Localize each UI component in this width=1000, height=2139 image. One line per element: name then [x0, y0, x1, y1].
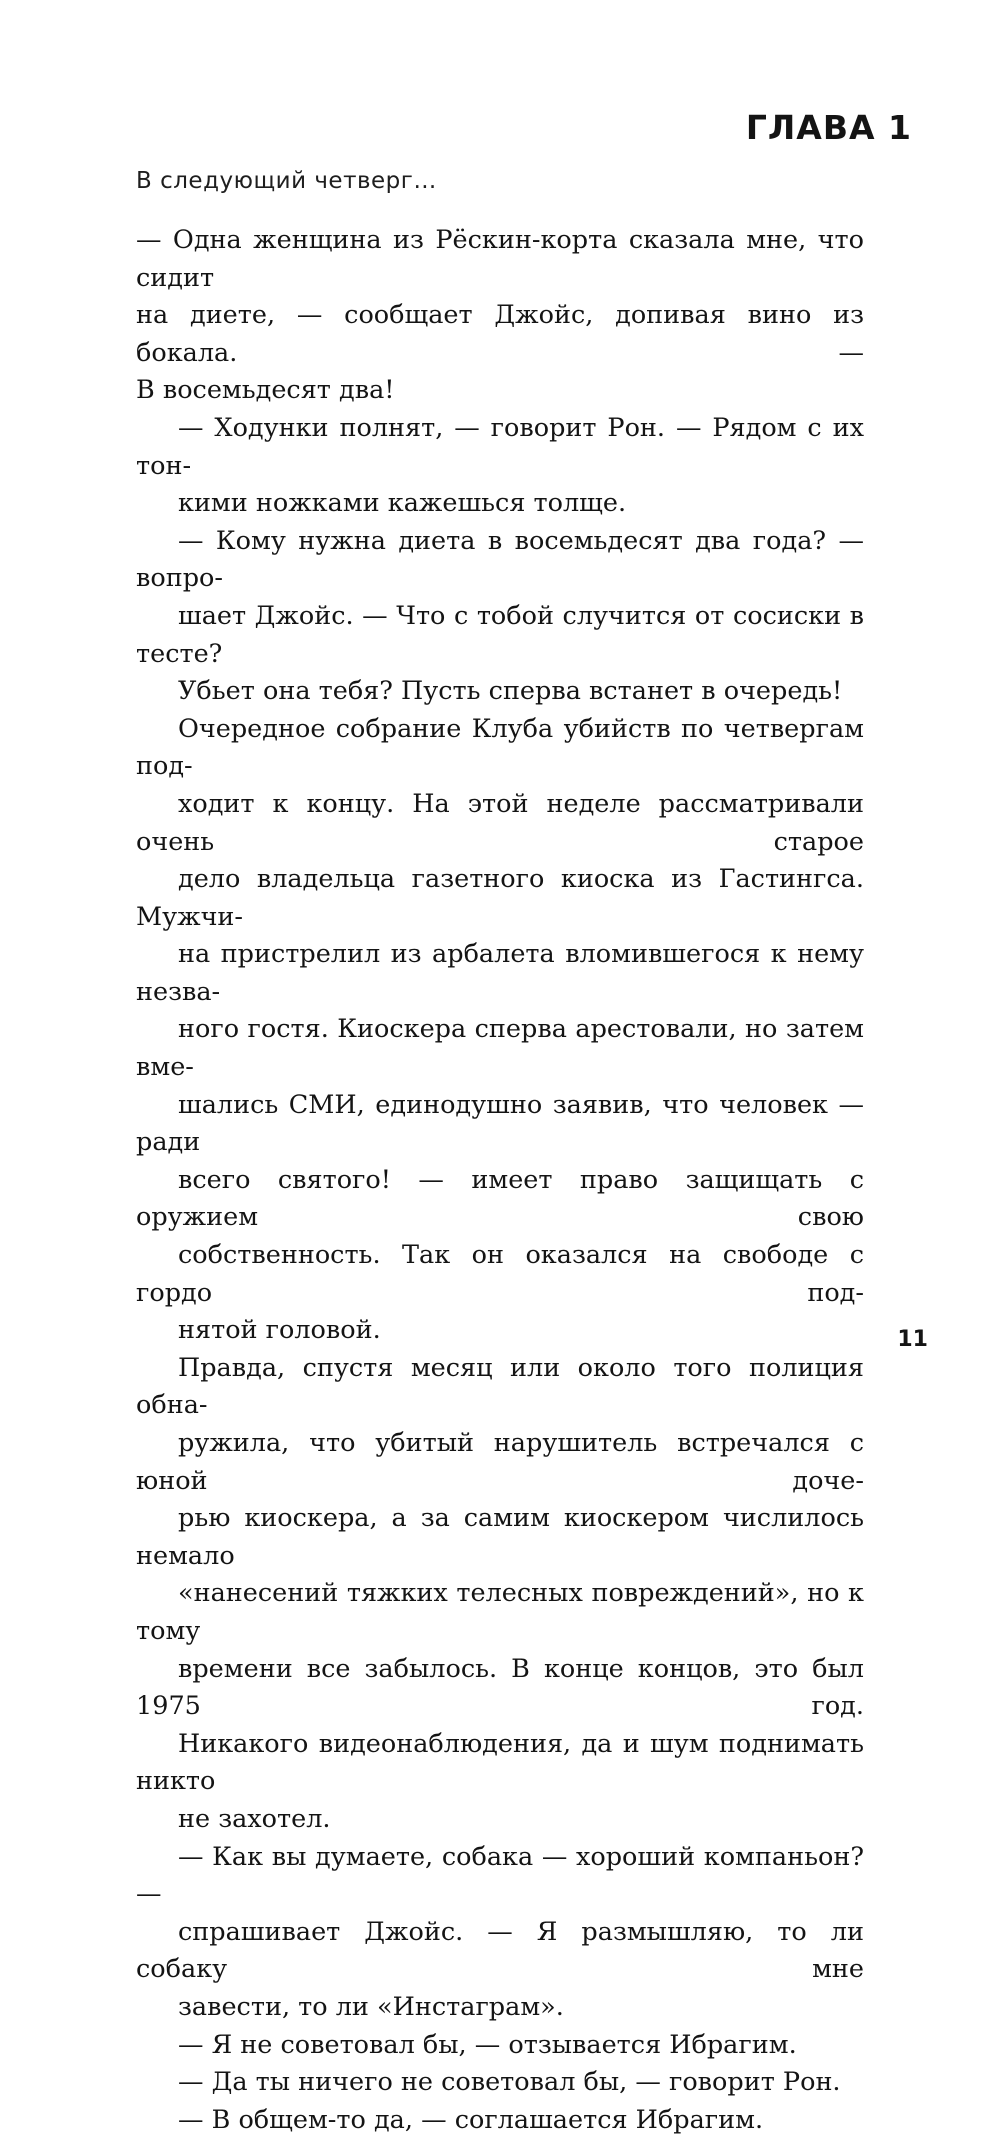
paragraph — [136, 2027, 864, 2065]
text-line: В восемьдесят два! — [136, 375, 395, 406]
text-line: — Ходунки полнят, — говорит Рон. — Рядом с их тон- — [136, 412, 864, 481]
paragraph — [136, 2102, 864, 2139]
paragraph — [136, 1350, 864, 1839]
text-line: на пристрелил из арбалета вломившегося к нему незва- — [136, 939, 864, 1007]
body-text — [136, 222, 864, 2139]
text-line: всего святого! — имеет право защищать с оружием свою — [136, 1164, 864, 1233]
text-line: — Да ты ничего не советовал бы, — говорит Рон. — [178, 2067, 841, 2098]
text-line: ходит к концу. На этой неделе рассматривали очень старое — [136, 788, 864, 857]
text-line: — Я не советовал бы, — отзывается Ибрагим. — [178, 2029, 797, 2060]
paragraph — [136, 523, 864, 711]
paragraph — [136, 1839, 864, 2027]
text-line: шались СМИ, единодушно заявив, что человек — ради — [136, 1089, 864, 1158]
text-line: завести, то ли «Инстаграм». — [178, 1991, 564, 2022]
paragraph — [136, 410, 864, 523]
epigraph: В следующий четверг… — [136, 168, 437, 194]
paragraph — [136, 2064, 864, 2102]
text-line: собственность. Так он оказался на свободе с гордо под- — [136, 1240, 864, 1308]
text-line: ружила, что убитый нарушитель встречался с юной доче- — [136, 1428, 864, 1496]
text-line: Очередное собрание Клуба убийств по четвергам под- — [136, 713, 864, 782]
paragraph — [136, 222, 864, 410]
text-line: спрашивает Джойс. — Я размышляю, то ли собаку мне — [136, 1916, 864, 1985]
text-line: «нанесений тяжких телесных повреждений», но к тому — [136, 1578, 864, 1646]
text-line: на диете, — сообщает Джойс, допивая вино из бокала. — — [136, 300, 864, 368]
paragraph — [136, 711, 864, 1350]
text-line: Правда, спустя месяц или около того полиция обна- — [136, 1352, 864, 1421]
page-number: 11 — [897, 1327, 928, 1352]
text-line: — Как вы думаете, собака — хороший компаньон? — — [136, 1841, 864, 1910]
text-line: шает Джойс. — Что с тобой случится от сосиски в тесте? — [136, 600, 864, 669]
text-line: Убьет она тебя? Пусть сперва встанет в очередь! — [178, 676, 843, 707]
text-line: времени все забылось. В конце концов, это был 1975 год. — [136, 1653, 864, 1722]
text-line: ного гостя. Киоскера сперва арестовали, но затем вме- — [136, 1014, 864, 1083]
text-line: не захотел. — [178, 1803, 331, 1834]
chapter-title: ГЛАВА 1 — [745, 108, 912, 147]
text-line: — Кому нужна диета в восемьдесят два года? — вопро- — [136, 525, 864, 594]
text-line: кими ножками кажешься толще. — [178, 488, 627, 519]
text-line: — Одна женщина из Рёскин-корта сказала мне, что сидит — [136, 225, 864, 293]
text-line: Никакого видеонаблюдения, да и шум поднимать никто — [136, 1728, 864, 1797]
text-line: дело владельца газетного киоска из Гастингса. Мужчи- — [136, 864, 864, 932]
text-line: нятой головой. — [178, 1315, 381, 1346]
text-line: — В общем-то да, — соглашается Ибрагим. — [178, 2104, 764, 2135]
text-line: рью киоскера, а за самим киоскером числилось немало — [136, 1503, 864, 1571]
